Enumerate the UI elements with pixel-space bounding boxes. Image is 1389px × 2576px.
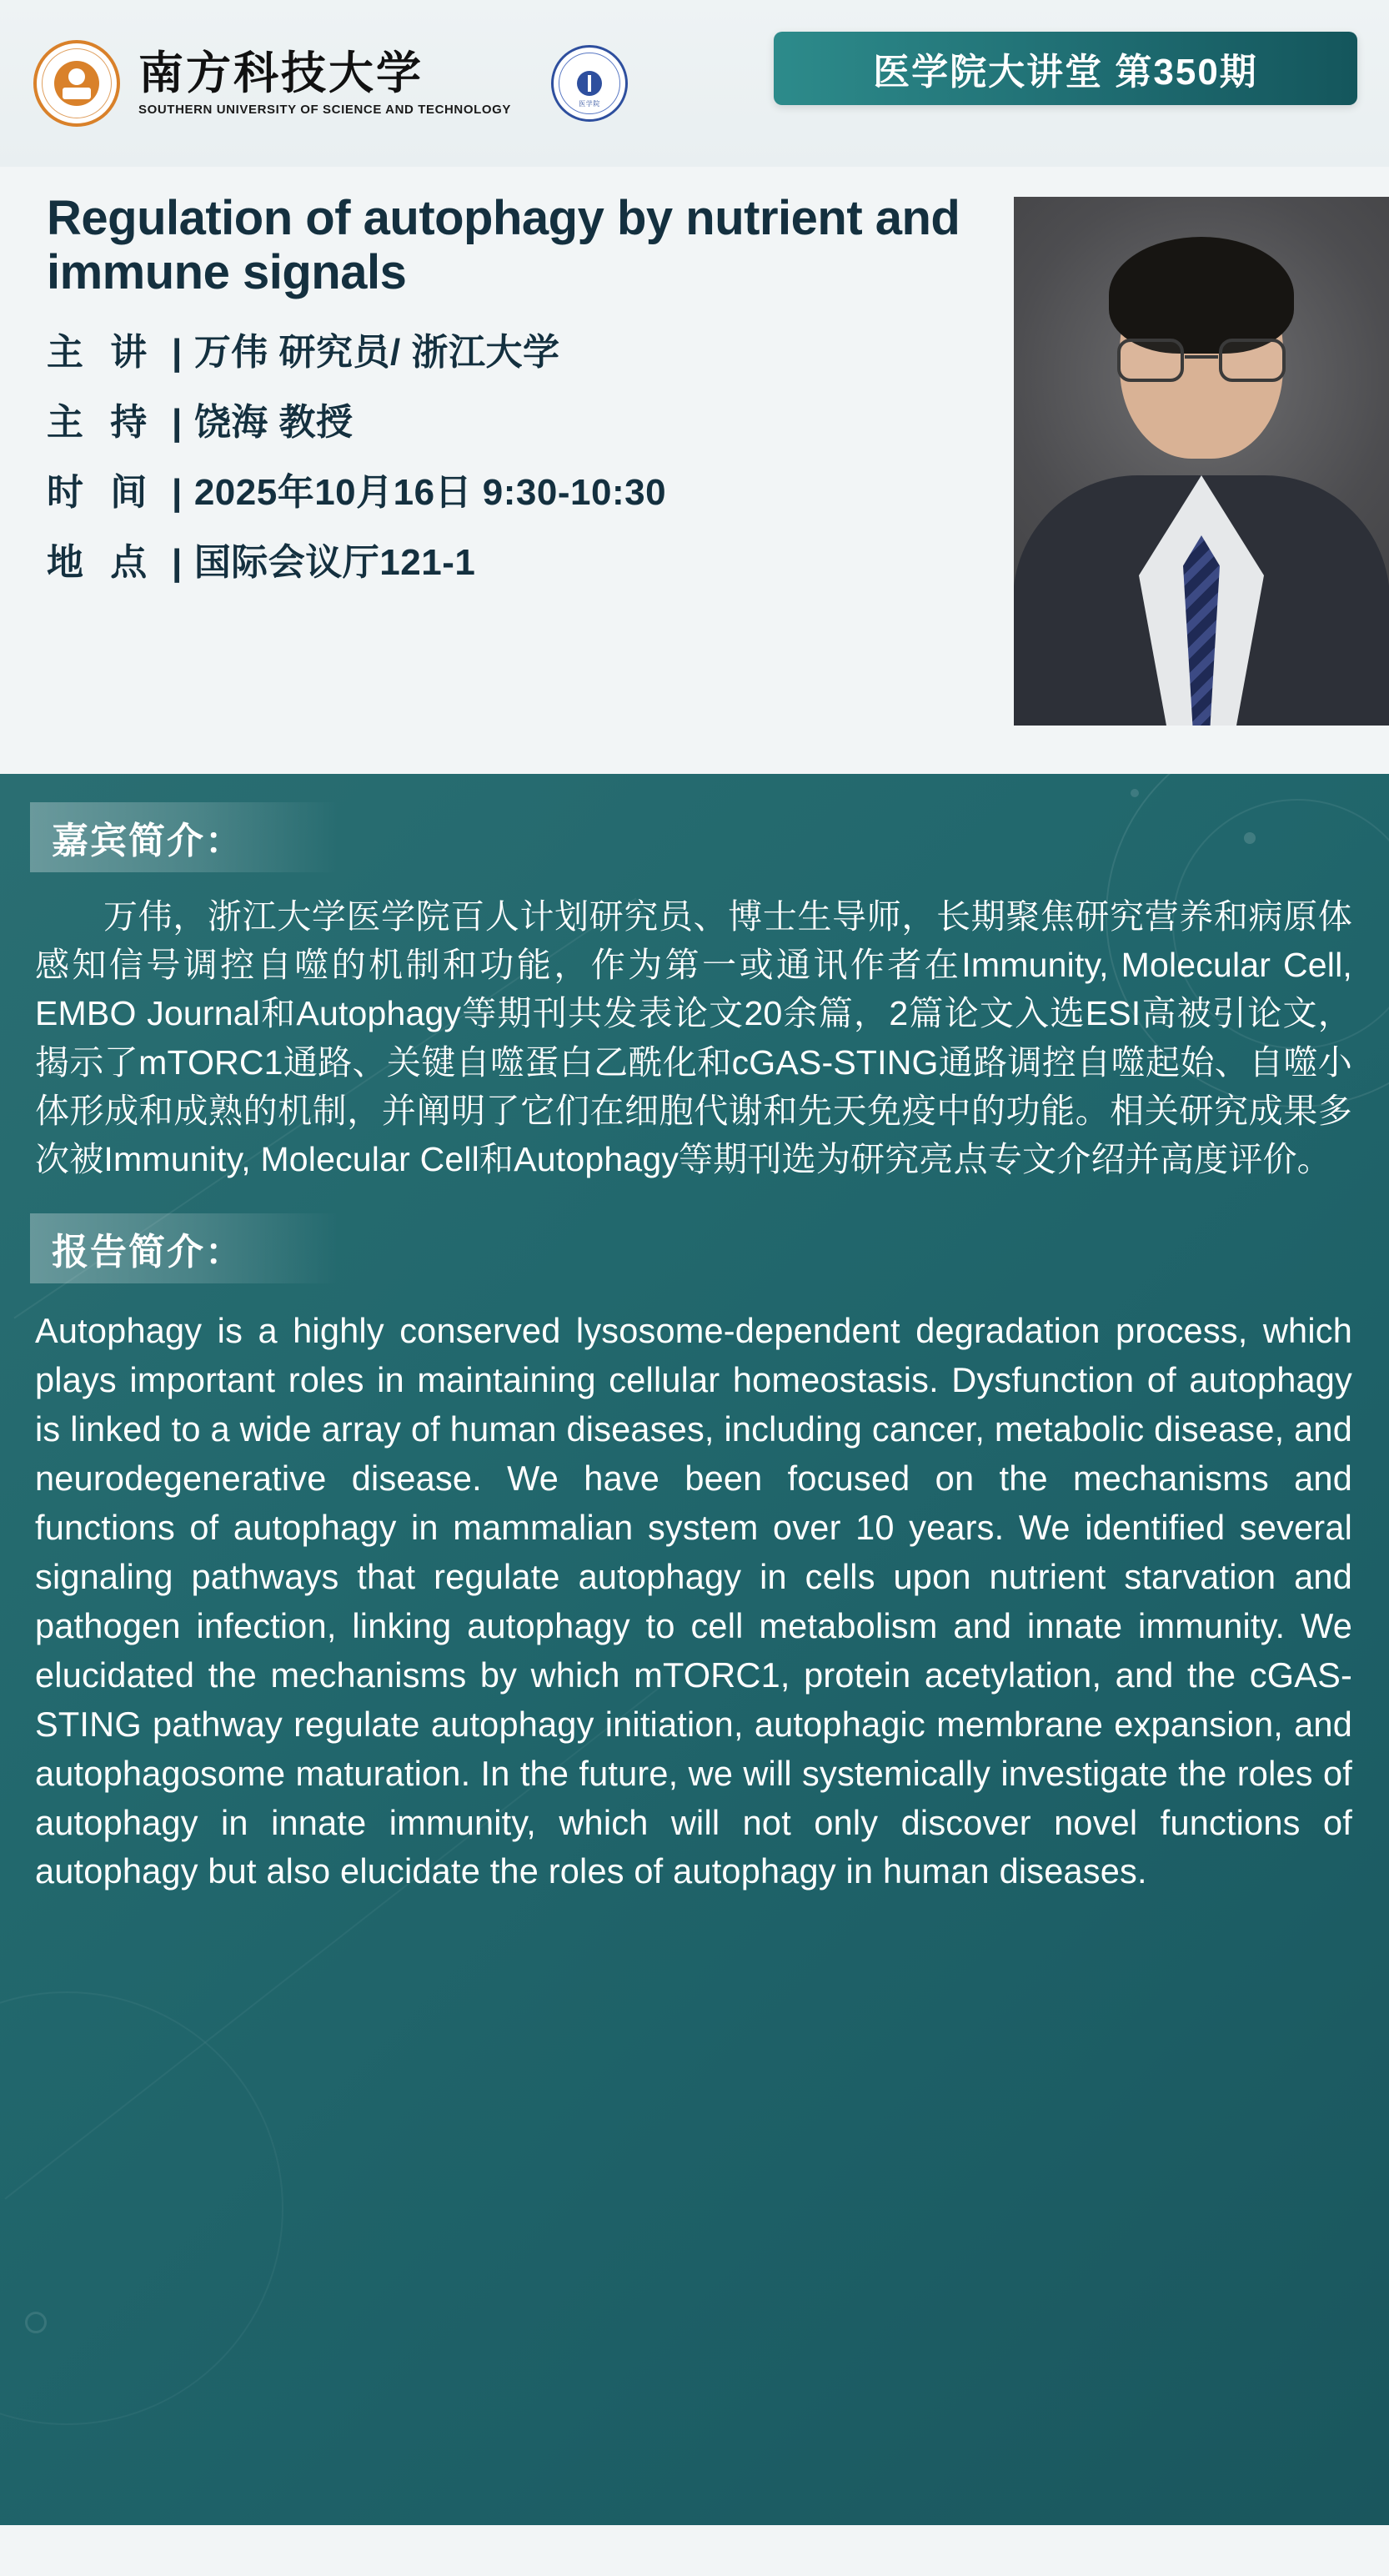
meta-sep-host: | [172,401,183,443]
poster-header [0,0,1389,167]
deco-dot-1 [1244,832,1256,844]
lecture-title: Regulation of autophagy by nutrient and immune signals [47,191,960,299]
meta-label-host: 主 持 [47,401,156,443]
logo-group [33,40,628,127]
meta-sep-time: | [172,471,183,513]
university-name-en: SOUTHERN UNIVERSITY OF SCIENCE AND TECHNOLOGY [138,102,512,117]
meta-value-venue: 国际会议厅121-1 [193,541,476,583]
medical-school-seal-icon [551,45,628,122]
meta-label-venue: 地 点 [47,541,156,583]
meta-sep-speaker: | [172,331,183,373]
bio-section-text: 万伟，浙江大学医学院百人计划研究员、博士生导师，长期聚焦研究营养和病原体感知信号调控自噬的机制和功能，作为第一或通讯作者在Immunity, Molecular Cell, EMBO Journal和Autophagy等期刊共发表论文20余篇，2篇论文入选ESI高被引论文，揭示了mTORC1通路、关键自噬蛋白乙酰化和cGAS-STING通路调控自噬起始、自噬小体形成和成熟的机制，并阐明了它们在细胞代谢和先天免疫中的功能。相关研究成果多次被Immunity, Molecular Cell和Autophagy等期刊选为研究亮点专文介绍并高度评价。 [35,897,1352,1179]
medical-seal-glyph [577,71,602,96]
deco-dot-2 [1131,789,1139,797]
meta-value-time: 2025年10月16日 9:30-10:30 [193,471,667,513]
speaker-hair [1109,237,1294,354]
meta-label-speaker: 主 讲 [47,331,156,373]
poster-body [0,774,1389,2525]
deco-dot-3 [25,2312,47,2333]
series-badge [774,32,1357,105]
seal-inner-mark [54,61,99,106]
deco-circle-3 [0,1991,283,2425]
glasses-lens-right [1219,339,1286,382]
sustech-seal-icon [33,40,120,127]
meta-value-speaker: 万伟 研究员/ 浙江大学 [193,331,560,373]
bio-heading-label: 嘉宾简介： [52,821,243,861]
university-name-cn: 南方科技大学 [138,48,424,99]
abstract-section-heading [30,1213,338,1283]
glasses-icon [1116,339,1287,384]
glasses-lens-left [1117,339,1184,382]
abstract-section-text: Autophagy is a highly conserved lysosome-dependent degradation process, which plays important roles in maintaining cellular homeostasis. Dysfunction of autophagy is linked to a wide array of human diseases, including cancer, metabolic disease, and neurodegenerative disease. We have been focused on the mechanisms and functions of autophagy in mammalian system over 10 years. We identified several signaling pathways that regulate autophagy in cells upon nutrient starvation and pathogen infection, linking autophagy to cell metabolism and innate immunity. We elucidated the mechanisms by which mTORC1, protein acetylation, and the cGAS-STING pathway regulate autophagy initiation, autophagic membrane expansion, and autophagosome maturation. In the future, we will systemically investigate the roles of autophagy in innate immunity, which will not only discover novel functions of autophagy but also elucidate the roles of autophagy in human diseases. [35,1311,1352,1891]
university-wordmark [138,50,511,117]
meta-sep-venue: | [172,541,183,583]
abstract-heading-label: 报告简介： [52,1232,243,1273]
medical-seal-label: 医学院 [579,100,600,108]
speaker-photo [1014,197,1389,726]
bio-section-heading [30,802,338,872]
meta-value-host: 饶海 教授 [193,401,354,443]
series-badge-label: 医学院大讲堂 第350期 [873,52,1258,93]
meta-label-time: 时 间 [47,471,156,513]
glasses-bridge [1185,355,1218,359]
lecture-info-block [0,167,1389,774]
